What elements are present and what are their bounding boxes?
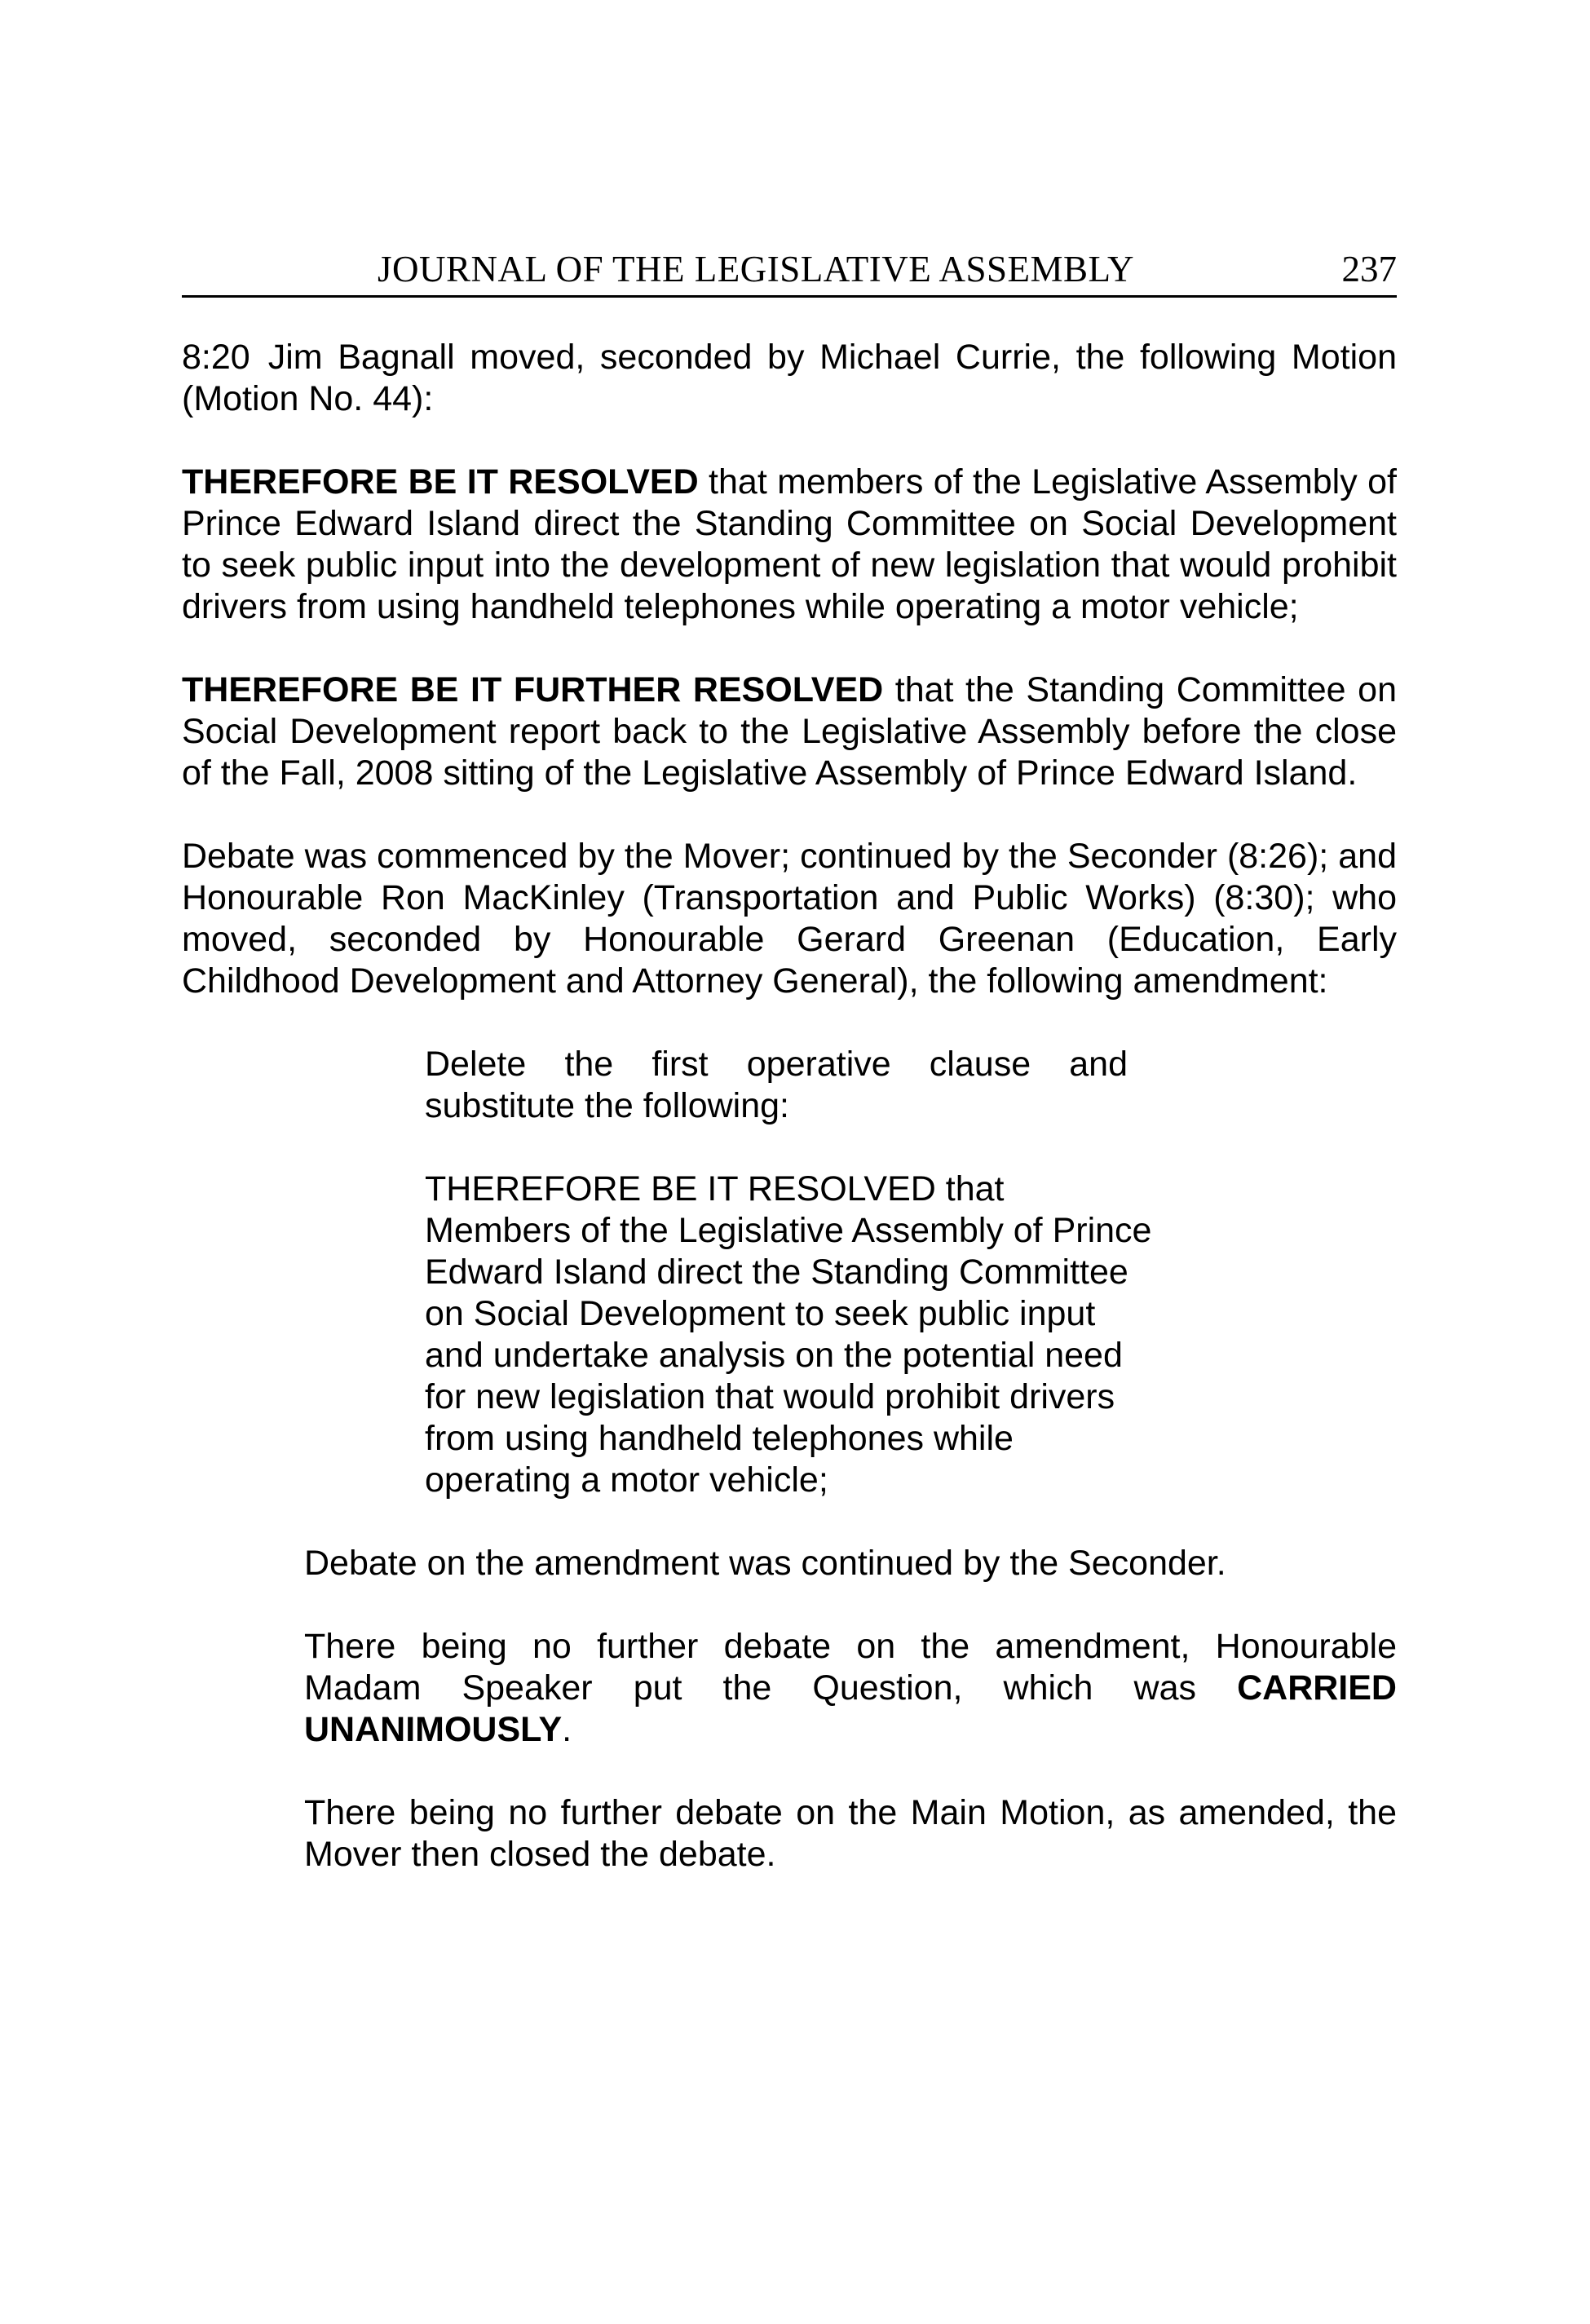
main-motion-close-paragraph: There being no further debate on the Main Motion, as amended, the Mover then closed the debate. [304,1793,1397,1874]
resolved-lead: THEREFORE BE IT RESOLVED [182,462,699,501]
amendment-delete-instruction: Delete the first operative clause and substitute the following: [425,1045,1128,1125]
debate-paragraph: Debate was commenced by the Mover; continued by the Seconder (8:26); and Honourable Ron MacKinley (Transportation and Public Works) (8:30); who moved, seconded by Honourable Gerard Greenan (Education, Early Childhood Development and Attorney General), the following amendment: [182,837,1397,1001]
page-number: 237 [1341,249,1397,289]
amendment-result-period: . [562,1710,572,1749]
motion-paragraph [182,337,1397,420]
further-resolved-clause [182,669,1397,794]
amendment-outcome-block [304,1543,1397,1876]
amendment-resolved-clause: THEREFORE BE IT RESOLVED that Members of the Legislative Assembly of Prince Edward Island direct the Standing Committee on Social Development to seek public input and undertake analysis on the potential need for new legislation that would prohibit drivers from using handheld telephones while operating a motor vehicle; [425,1169,1152,1500]
further-resolved-text: that the Standing Committee on Social Development report back to the Legislative Assembly before the close of the Fall, 2008 sitting of the Legislative Assembly of Prince Edward Island. [182,670,1397,793]
journal-page [182,245,1397,1876]
running-header [182,245,1397,298]
journal-title: JOURNAL OF THE LEGISLATIVE ASSEMBLY [378,249,1135,289]
further-resolved-lead: THEREFORE BE IT FURTHER RESOLVED [182,670,884,709]
amendment-result: CARRIED UNANIMOUSLY [304,1668,1397,1749]
amendment-debate-paragraph: Debate on the amendment was continued by the Seconder. [304,1544,1226,1583]
journal-body [182,337,1397,1876]
motion-intro-text: Jim Bagnall moved, seconded by Michael Currie, the following Motion (Motion No. 44): [182,338,1397,418]
amendment-block [425,1044,1159,1501]
amendment-question-paragraph [304,1626,1397,1751]
motion-time: 8:20 [182,338,250,377]
resolved-clause [182,462,1397,628]
resolved-text: that members of the Legislative Assembly of Prince Edward Island direct the Standing Committee on Social Development to seek public input into the development of new legislation that would prohibit drivers from using handheld telephones while operating a motor vehicle; [182,462,1397,626]
amendment-question-text: There being no further debate on the amendment, Honourable Madam Speaker put the Question, which was [304,1627,1397,1708]
